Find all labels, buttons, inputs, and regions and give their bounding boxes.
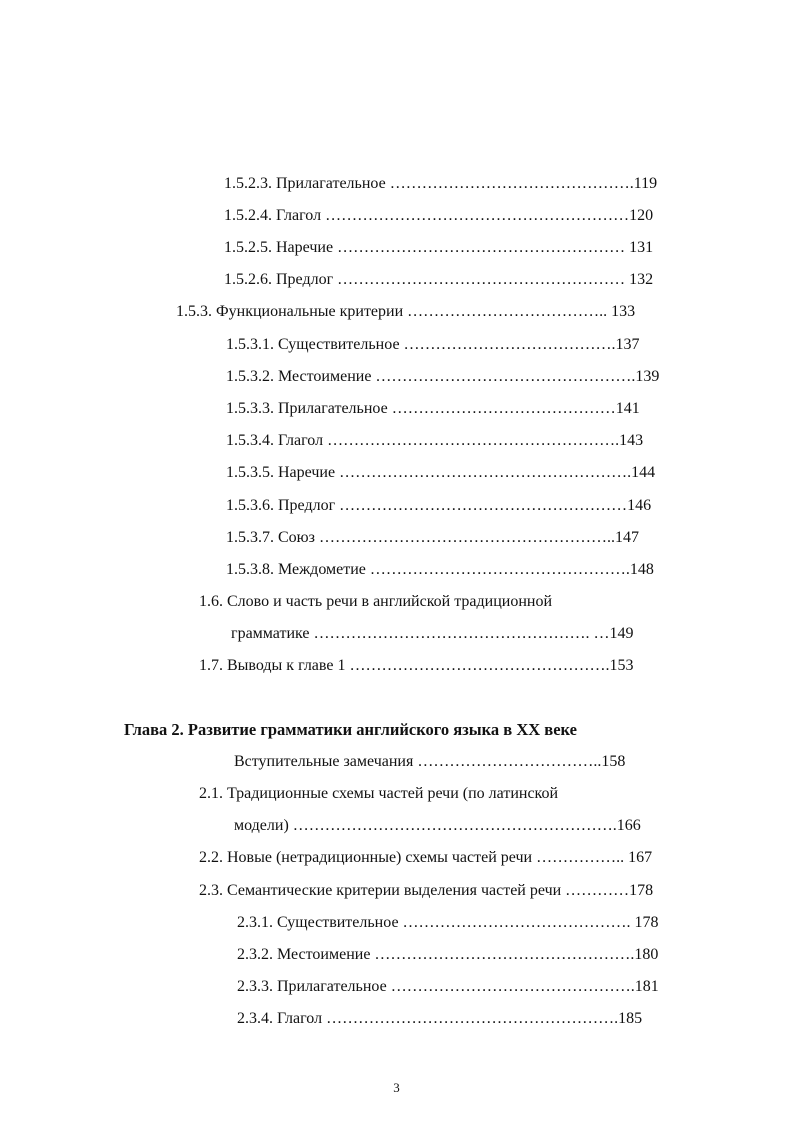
toc-line: 1.5.3.1. Существительное ………………………………….137 [226,336,640,353]
toc-line: модели) …………………………………………………….166 [234,817,641,834]
toc-line: 1.5.3. Функциональные критерии ……………………………….. 133 [176,303,636,320]
toc-line: 1.6. Слово и часть речи в английской традиционной [199,593,553,610]
toc-line: 1.7. Выводы к главе 1 ………………………………………….153 [199,657,634,674]
toc-line: 2.2. Новые (нетрадиционные) схемы частей речи …………….. 167 [199,849,653,866]
toc-line: 1.5.3.8. Междометие ………………………………………….148 [226,561,654,578]
toc-line: 2.3.2. Местоимение ………………………………………….180 [237,946,659,963]
toc-line: Вступительные замечания ……………………………..158 [234,753,626,770]
toc-line: 1.5.2.3. Прилагательное ……………………………………….119 [224,175,658,192]
toc-line: 1.5.2.6. Предлог ……………………………………………… 132 [224,271,654,288]
toc-line: 1.5.2.4. Глагол …………………………………………………120 [224,207,654,224]
page-number: 3 [393,1080,400,1095]
toc-line: 1.5.3.3. Прилагательное ……………………………………141 [226,400,640,417]
toc-line: 2.3. Семантические критерии выделения частей речи …………178 [199,882,654,899]
toc-line: грамматике ……………………………………………. …149 [231,625,634,642]
toc-line: 2.3.3. Прилагательное ……………………………………….181 [237,978,659,995]
toc-line: 2.3.1. Существительное ……………………………………. 178 [237,914,659,931]
toc-line: 1.5.2.5. Наречие ……………………………………………… 131 [224,239,654,256]
toc-line: 1.5.3.4. Глагол ……………………………………………….143 [226,432,644,449]
toc-line: 1.5.3.7. Союз ………………………………………………..147 [226,529,639,546]
toc-line: 2.3.4. Глагол ……………………………………………….185 [237,1010,643,1027]
toc-line: 2.1. Традиционные схемы частей речи (по латинской [199,785,559,802]
toc-line: 1.5.3.5. Наречие ……………………………………………….144 [226,464,656,481]
toc-line: 1.5.3.6. Предлог ………………………………………………146 [226,497,652,514]
chapter-heading: Глава 2. Развитие грамматики английского языка в ХХ веке [124,720,577,739]
toc-line: 1.5.3.2. Местоимение ………………………………………….139 [226,368,660,385]
